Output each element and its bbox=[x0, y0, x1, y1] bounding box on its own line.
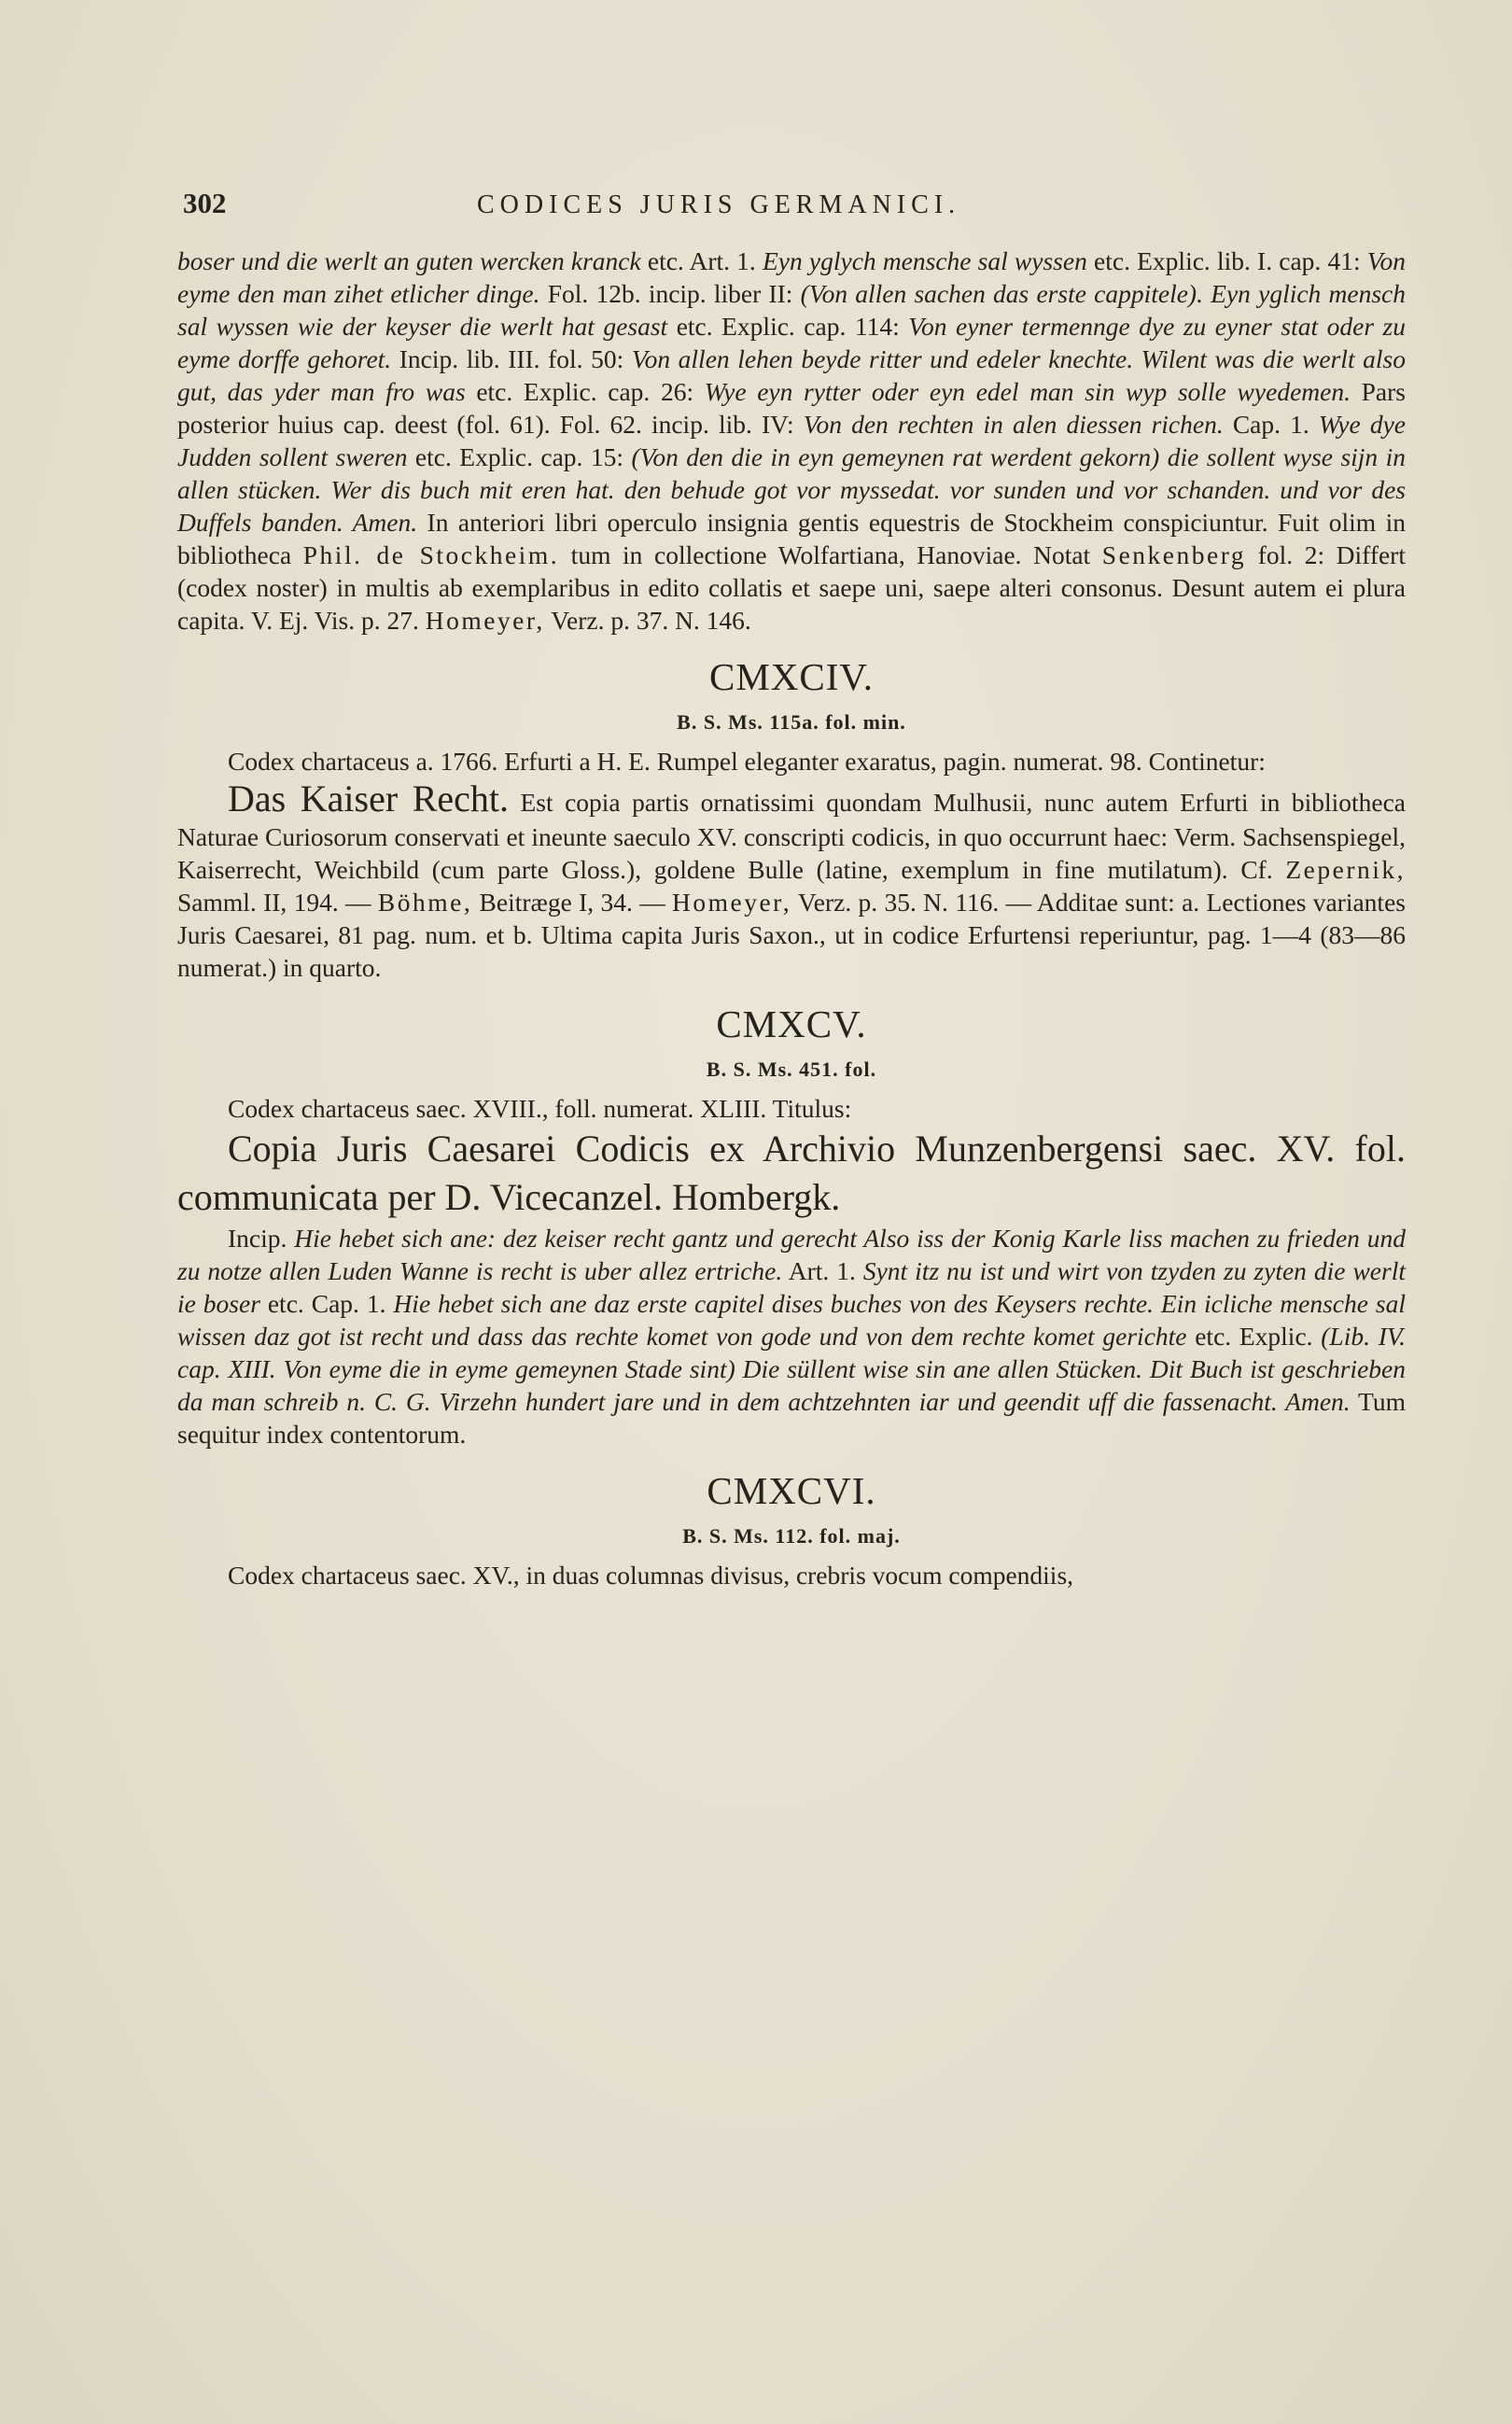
entry-paragraph bbox=[177, 778, 1406, 984]
text: etc. Explic. lib. I. cap. 41: bbox=[1086, 246, 1367, 275]
spaced-name: Homeyer, bbox=[672, 888, 792, 917]
incipit-text: Von eyme den man zihet etlicher dinge. bbox=[177, 246, 1407, 308]
text: Pars posterior huius cap. deest (fol. 61). Fol. 62. incip. lib. IV: bbox=[177, 377, 1406, 439]
text: etc. Explic. cap. 26: bbox=[465, 377, 705, 406]
shelfmark: B. S. Ms. 115a. fol. min. bbox=[677, 710, 906, 734]
incipit-text: Eyn yglych mensche sal wyssen bbox=[762, 246, 1087, 275]
text: Verz. p. 37. N. 146. bbox=[544, 606, 751, 635]
spaced-name: Senkenberg bbox=[1101, 540, 1247, 569]
incipit-text: Wye eyn rytter oder eyn edel man sin wyp solle wyedemen. bbox=[704, 377, 1351, 406]
spaced-name: Böhme, bbox=[377, 888, 473, 917]
text: etc. Explic. bbox=[1186, 1322, 1322, 1351]
shelfmark: B. S. Ms. 112. fol. maj. bbox=[682, 1524, 901, 1548]
incipit-text: (Von den die in eyn gemeynen rat werdent gekorn) die sollent wyse sijn in allen stücken. Wer dis buch mit eren hat. den behude got vor myssedat. vor sunden und vor schanden. und vor des Duffels banden. Amen. bbox=[177, 442, 1406, 537]
shelfmark: B. S. Ms. 451. fol. bbox=[706, 1058, 877, 1081]
page-header bbox=[183, 187, 1406, 239]
incipit-text: Synt itz nu ist und wirt von tzyden zu zyten die werlt ie boser bbox=[177, 1256, 1406, 1318]
body-text bbox=[177, 245, 1406, 1591]
entry-heading: CMXCIV. bbox=[709, 655, 874, 698]
text: Est copia partis ornatissimi quondam Mulhusii, nunc autem Erfurti in bibliotheca Naturae Curiosorum conservati et ineunte saeculo XV. conscripti codicis, in quo occurrunt haec: Verm. Sachsenspiegel, Kaiserrecht, Weichbild (cum parte Gloss.), goldene Bulle (latine, exemplum in fine mutilatum). Cf. bbox=[177, 788, 1406, 884]
incipit-text: Hie hebet sich ane daz erste capitel dises buches von des Keysers rechte. Ein icliche mensche sal wissen daz got ist recht und dass das rechte komet von gode und von dem rechte komet gerichte bbox=[177, 1289, 1406, 1351]
text: tum in collectione Wolfartiana, Hanoviae. Notat bbox=[559, 540, 1102, 569]
codex-description: Codex chartaceus saec. XVIII., foll. numerat. XLIII. Titulus: bbox=[228, 1094, 852, 1123]
text: Art. 1. bbox=[782, 1256, 863, 1285]
work-title: Das Kaiser Recht. bbox=[228, 778, 510, 820]
incipit-text: Von den rechten in alen diessen richen. bbox=[803, 410, 1224, 439]
incipit-text: Von eyner termennge dye zu eyner stat oder zu eyme dorffe gehoret. bbox=[177, 312, 1407, 373]
entry-heading: CMXCVI. bbox=[707, 1469, 876, 1512]
incipit-text: Hie hebet sich ane: dez keiser recht gantz und gerecht Also iss der Konig Karle liss machen zu frieden und zu notze allen Luden Wanne is recht is uber allez ertriche. bbox=[177, 1224, 1406, 1285]
text: fol. 2: Differt (codex noster) in multis ab exemplaribus in edito collatis et saepe uni, saepe alteri consonus. Desunt autem ei plura capita. V. Ej. Vis. p. 27. bbox=[177, 540, 1406, 635]
spaced-name: Homeyer, bbox=[425, 606, 545, 635]
incipit-text: Von allen lehen beyde ritter und edeler knechte. Wilent was die werlt also gut, das yder man fro was bbox=[177, 344, 1407, 406]
incipit-text: (Von allen sachen das erste cappitele). Eyn yglich mensch sal wyssen wie der keyser die werlt hat gesast bbox=[177, 279, 1406, 341]
spaced-name: Zepernik, bbox=[1285, 855, 1406, 884]
codex-description: Codex chartaceus a. 1766. Erfurti a H. E. Rumpel eleganter exaratus, pagin. numerat. 98. Continetur: bbox=[228, 747, 1266, 776]
text: In anteriori libri operculo insignia gentis equestris de Stockheim conspiciuntur. Fuit olim in bibliotheca bbox=[177, 508, 1406, 569]
incipit-text: Wye dye Judden sollent sweren bbox=[177, 410, 1406, 471]
text: Fol. 12b. incip. liber II: bbox=[539, 279, 801, 308]
incipit-text: boser und die werlt an guten wercken kranck bbox=[177, 246, 641, 275]
spaced-name: Phil. de Stockheim. bbox=[302, 540, 560, 569]
incipit-text: (Lib. IV. cap. XIII. Von eyme die in eyme gemeynen Stade sint) Die süllent wise sin ane allen Stücken. Dit Buch ist geschrieben da man schreib n. C. G. Virzehn hundert jare und in dem achtzehnten iar und geendit uff die fassenacht. Amen. bbox=[177, 1322, 1406, 1416]
text: Incip. lib. III. fol. 50: bbox=[391, 344, 632, 373]
text: Cap. 1. bbox=[1223, 410, 1319, 439]
page-number: 302 bbox=[183, 187, 227, 219]
text: Samml. II, 194. — bbox=[177, 888, 378, 917]
codex-description: Codex chartaceus saec. XV., in duas columnas divisus, crebris vocum compendiis, bbox=[228, 1561, 1074, 1590]
continuation-paragraph bbox=[177, 245, 1406, 637]
text: etc. Art. 1. bbox=[640, 246, 763, 275]
entry-heading: CMXCV. bbox=[716, 1002, 867, 1045]
text: etc. Explic. cap. 15: bbox=[407, 442, 632, 471]
text: etc. Explic. cap. 114: bbox=[667, 312, 909, 341]
text: Tum sequitur index contentorum. bbox=[177, 1387, 1406, 1449]
text: etc. Cap. 1. bbox=[259, 1289, 394, 1318]
text: Verz. p. 35. N. 116. — Additae sunt: a. Lectiones variantes Juris Caesarei, 81 pag. num. et b. Ultima capita Juris Saxon., ut in codice Erfurtensi reperiuntur, pag. 1—4 (83—86 numerat.) in quarto. bbox=[177, 888, 1406, 982]
text: Beitræge I, 34. — bbox=[472, 888, 673, 917]
running-head: CODICES JURIS GERMANICI. bbox=[477, 190, 961, 219]
work-title: Copia Juris Caesarei Codicis ex Archivio Munzenbergensi saec. XV. fol. communicata per D. Vicecanzel. Hombergk. bbox=[177, 1128, 1406, 1218]
entry-paragraph bbox=[177, 1222, 1406, 1450]
text: Incip. bbox=[228, 1224, 295, 1253]
